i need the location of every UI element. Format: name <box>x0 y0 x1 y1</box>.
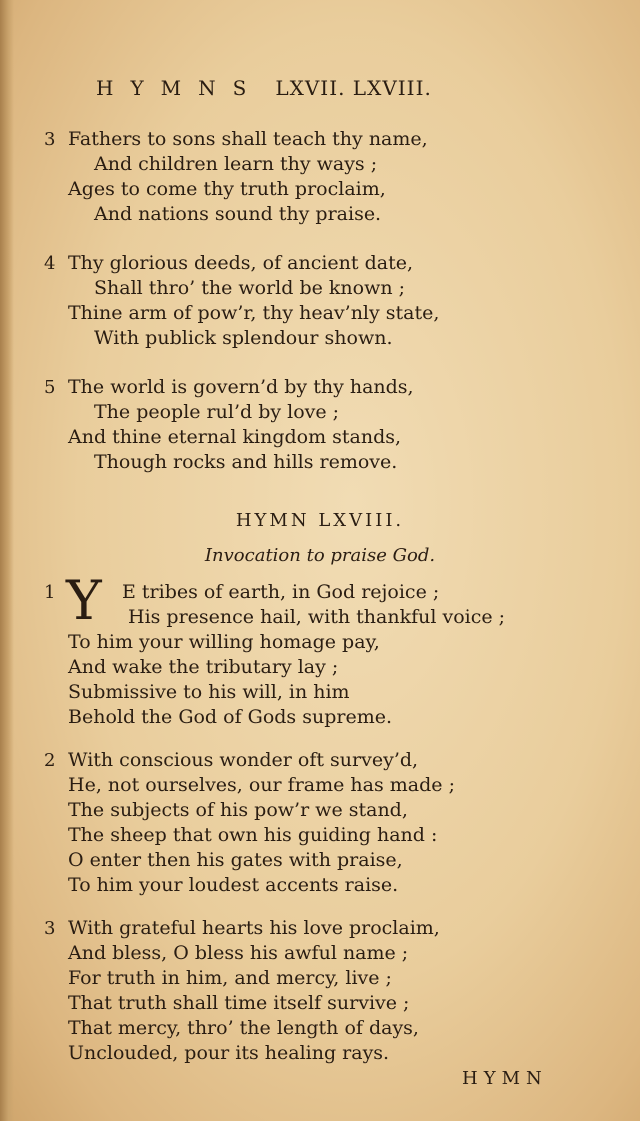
hymn68-stanza-3 <box>44 916 604 1066</box>
header-hymns: HYMNS <box>96 76 264 100</box>
verse-line: For truth in him, and mercy, live ; <box>68 967 392 989</box>
hymn67-stanza-5 <box>44 375 604 475</box>
verse-line: With publick splendour shown. <box>94 327 393 349</box>
verse-line: With conscious wonder oft survey’d, <box>68 749 419 771</box>
verse-line: The world is govern’d by thy hands, <box>68 376 414 398</box>
verse-line: He, not ourselves, our frame has made ; <box>68 774 455 796</box>
verse-line: That mercy, thro’ the length of days, <box>68 1017 419 1039</box>
stanza-number: 5 <box>44 377 56 398</box>
hymn-subtitle: Invocation to praise God. <box>204 545 436 566</box>
verse-line: To him your loudest accents raise. <box>68 874 399 896</box>
stanza-number: 3 <box>44 129 56 150</box>
verse-line: Fathers to sons shall teach thy name, <box>68 128 428 150</box>
verse-line: Thy glorious deeds, of ancient date, <box>68 252 413 274</box>
verse-line: Unclouded, pour its healing rays. <box>68 1042 390 1064</box>
running-header <box>96 76 536 100</box>
hymn67-stanza-3 <box>44 127 604 227</box>
verse-line: The subjects of his pow’r we stand, <box>68 799 408 821</box>
verse-line: His presence hail, with thankful voice ; <box>128 606 506 628</box>
verse-line: And nations sound thy praise. <box>94 203 382 225</box>
verse-line: With grateful hearts his love proclaim, <box>68 917 440 939</box>
verse-line: The sheep that own his guiding hand : <box>68 824 438 846</box>
stanza-number: 3 <box>44 918 56 939</box>
drop-cap: Y <box>66 569 102 632</box>
catchword: HYMN <box>462 1068 548 1089</box>
verse-line: And bless, O bless his awful name ; <box>68 942 409 964</box>
verse-line: Thine arm of pow’r, thy heav’nly state, <box>68 302 440 324</box>
stanza-number: 4 <box>44 253 56 274</box>
verse-line: And wake the tributary lay ; <box>68 656 339 678</box>
verse-line: That truth shall time itself survive ; <box>68 992 410 1014</box>
header-numbers: LXVII. LXVIII. <box>275 76 432 100</box>
verse-line: The people rul’d by love ; <box>94 401 340 423</box>
verse-line: To him your willing homage pay, <box>68 631 380 653</box>
verse-line: Ages to come thy truth proclaim, <box>68 178 386 200</box>
verse-line: And thine eternal kingdom stands, <box>68 426 402 448</box>
verse-line: Behold the God of Gods supreme. <box>68 706 392 728</box>
verse-line: Shall thro’ the world be known ; <box>94 277 406 299</box>
hymn68-stanza-1 <box>44 569 604 730</box>
stanza-number: 1 <box>44 582 56 603</box>
verse-line: Submissive to his will, in him <box>68 681 350 703</box>
hymn68-stanza-2 <box>44 748 604 898</box>
verse-line: And children learn thy ways ; <box>94 153 378 175</box>
verse-line: E tribes of earth, in God rejoice ; <box>122 581 440 603</box>
hymn67-stanza-4 <box>44 251 604 351</box>
verse-line: O enter then his gates with praise, <box>68 849 403 871</box>
stanza-number: 2 <box>44 750 56 771</box>
verse-line: Though rocks and hills remove. <box>94 451 398 473</box>
hymn-title: HYMN LXVIII. <box>235 510 405 531</box>
